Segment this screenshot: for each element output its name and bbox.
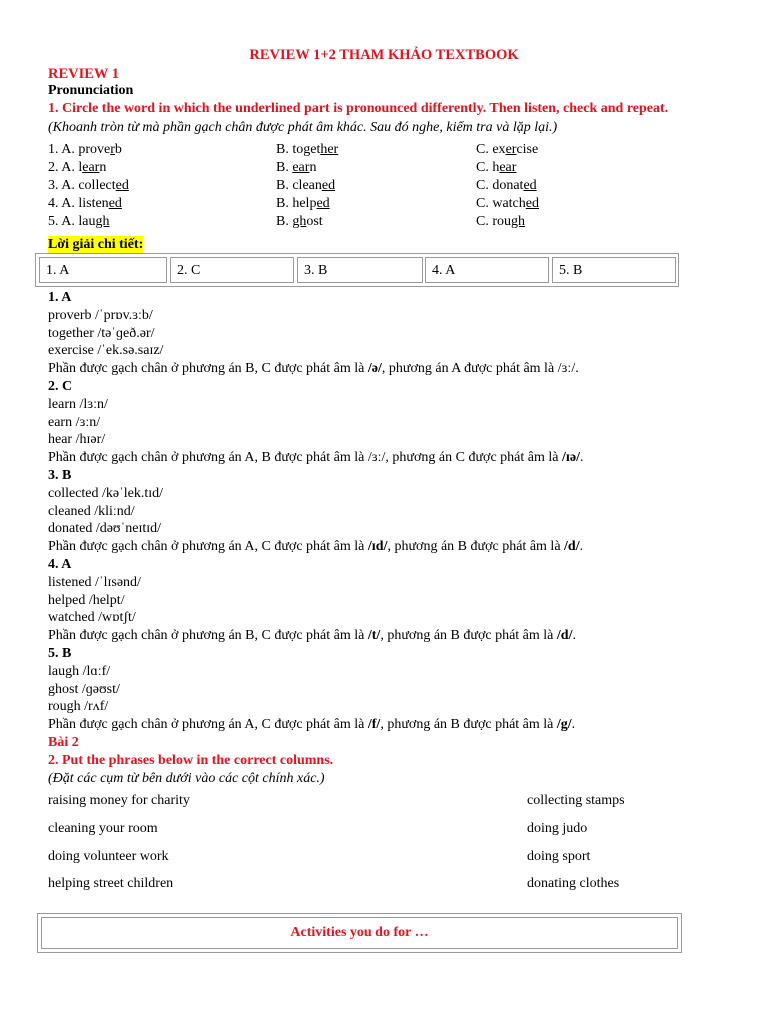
- underlined-part: ed: [316, 196, 330, 211]
- option-text: B.: [276, 178, 293, 193]
- phrase-right: doing judo: [527, 821, 588, 836]
- ipa-line: listened /ˈlɪsənd/: [48, 575, 141, 590]
- ipa-line: donated /dəʊˈneɪtɪd/: [48, 521, 162, 536]
- summary-text: Phần được gạch chân ở phương án A, B được phát âm là /ɜː/, phương án C được phát âm là: [48, 450, 562, 465]
- underlined-part: ed: [108, 196, 122, 211]
- explanation-summary: [48, 538, 583, 556]
- option-text: b: [114, 142, 122, 157]
- underlined-part: her: [320, 142, 339, 157]
- answer-cell: 5. B: [552, 257, 676, 283]
- summary-text: .: [579, 539, 584, 554]
- ipa-symbol: /t/: [367, 628, 381, 643]
- option-text: n: [99, 160, 107, 175]
- explanation-summary: [48, 360, 579, 378]
- option-text: B.: [276, 160, 293, 175]
- answer-label: Lời giải chi tiết:: [48, 237, 144, 252]
- explanation-summary: [48, 716, 575, 734]
- option-word: [476, 141, 538, 159]
- option-text: C.: [476, 196, 493, 211]
- option-text: prove: [78, 142, 111, 157]
- phrase-left: raising money for charity: [48, 793, 190, 808]
- option-text: watch: [492, 196, 526, 211]
- option-word: [48, 159, 106, 177]
- answer-cell: 1. A: [39, 257, 167, 283]
- summary-text: .: [572, 628, 576, 643]
- phrase-left: doing volunteer work: [48, 849, 169, 864]
- bai2-heading: Bài 2: [48, 735, 79, 750]
- bai2-instruction: 2. Put the phrases below in the correct columns.: [48, 753, 334, 768]
- option-word: [276, 213, 323, 231]
- option-text: B.: [276, 214, 293, 229]
- underlined-part: gh: [95, 214, 110, 229]
- option-text: ost: [306, 214, 323, 229]
- ipa-symbol: /f/: [367, 717, 381, 732]
- ipa-line: watched /wɒtʃt/: [48, 610, 136, 625]
- summary-text: , phương án B được phát âm là: [387, 539, 565, 554]
- summary-text: , phương án B được phát âm là: [380, 717, 557, 732]
- bai2-translation: (Đặt các cụm từ bên dưới vào các cột chính xác.): [48, 771, 325, 786]
- option-word: [48, 195, 122, 213]
- option-text: 2. A.: [48, 160, 79, 175]
- ipa-line: rough /rʌf/: [48, 699, 109, 714]
- underlined-part: ed: [525, 196, 539, 211]
- option-word: [48, 177, 129, 195]
- q1-instruction: 1. Circle the word in which the underlined part is pronounced differently. Then listen, check and repeat.: [48, 101, 669, 116]
- answer-cell: 4. A: [425, 257, 549, 283]
- option-text: C.: [476, 214, 493, 229]
- option-word: [476, 195, 539, 213]
- summary-text: Phần được gạch chân ở phương án A, C được phát âm là: [48, 717, 368, 732]
- phrase-right: doing sport: [527, 849, 591, 864]
- ipa-line: cleaned /kliːnd/: [48, 504, 135, 519]
- ipa-line: laugh /lɑːf/: [48, 664, 111, 679]
- option-text: help: [292, 196, 317, 211]
- summary-text: , phương án B được phát âm là: [380, 628, 557, 643]
- ipa-symbol: /g/: [556, 717, 572, 732]
- ipa-line: earn /ɜːn/: [48, 415, 101, 430]
- option-word: [48, 213, 109, 231]
- phrase-right: donating clothes: [527, 876, 620, 891]
- summary-text: Phần được gạch chân ở phương án B, C được phát âm là: [48, 628, 368, 643]
- underlined-part: ear: [82, 160, 100, 175]
- explanation-heading: 1. A: [48, 290, 72, 305]
- underlined-part: ear: [292, 160, 310, 175]
- option-text: 4. A.: [48, 196, 79, 211]
- option-word: [48, 141, 122, 159]
- answer-cell: 3. B: [297, 257, 423, 283]
- underlined-part: gh: [511, 214, 526, 229]
- ipa-symbol: /d/: [556, 628, 573, 643]
- summary-text: Phần được gạch chân ở phương án A, C được phát âm là: [48, 539, 368, 554]
- option-word: [276, 159, 316, 177]
- review-heading: REVIEW 1: [48, 66, 120, 82]
- option-text: clean: [292, 178, 322, 193]
- option-text: ex: [492, 142, 506, 157]
- explanation-heading: 3. B: [48, 468, 72, 483]
- answer-cell: 2. C: [170, 257, 294, 283]
- ipa-symbol: /ɪə/: [561, 450, 580, 465]
- option-text: cise: [516, 142, 539, 157]
- phrase-left: cleaning your room: [48, 821, 158, 836]
- option-text: C.: [476, 160, 493, 175]
- explanation-summary: [48, 449, 584, 467]
- ipa-line: helped /helpt/: [48, 593, 125, 608]
- option-word: [476, 177, 537, 195]
- ipa-line: exercise /ˈek.sə.saɪz/: [48, 343, 164, 358]
- summary-text: .: [580, 450, 584, 465]
- ipa-line: together /təˈɡeð.ər/: [48, 326, 155, 341]
- option-text: donat: [492, 178, 524, 193]
- summary-text: , phương án A được phát âm là /ɜː/.: [381, 361, 579, 376]
- option-text: collect: [78, 178, 116, 193]
- ipa-symbol: /d/: [564, 539, 580, 554]
- answer-table: [35, 253, 679, 287]
- option-text: l: [78, 160, 83, 175]
- ipa-line: ghost /ɡəʊst/: [48, 682, 120, 697]
- option-text: 3. A.: [48, 178, 79, 193]
- option-text: C.: [476, 142, 493, 157]
- underlined-part: ed: [115, 178, 129, 193]
- option-word: [476, 159, 516, 177]
- option-text: lau: [78, 214, 96, 229]
- option-word: [476, 213, 525, 231]
- option-text: h: [492, 160, 500, 175]
- ipa-line: learn /lɜːn/: [48, 397, 108, 412]
- summary-text: .: [571, 717, 576, 732]
- option-text: rou: [492, 214, 512, 229]
- option-word: [276, 141, 338, 159]
- explanation-heading: 2. C: [48, 379, 73, 394]
- option-text: B.: [276, 142, 293, 157]
- activities-table-header: Activities you do for …: [41, 917, 678, 949]
- page-title: REVIEW 1+2 THAM KHẢO TEXTBOOK: [249, 47, 519, 63]
- summary-text: Phần được gạch chân ở phương án B, C được phát âm là: [48, 361, 368, 376]
- option-text: 1. A.: [48, 142, 79, 157]
- option-text: B.: [276, 196, 293, 211]
- option-text: C.: [476, 178, 493, 193]
- explanation-heading: 5. B: [48, 646, 72, 661]
- underlined-part: ed: [523, 178, 537, 193]
- ipa-line: collected /kəˈlek.tɪd/: [48, 486, 164, 501]
- phrase-right: collecting stamps: [527, 793, 625, 808]
- ipa-symbol: /ə/: [367, 361, 382, 376]
- q1-translation: (Khoanh tròn từ mà phần gạch chân được phát âm khác. Sau đó nghe, kiểm tra và lặp lại.): [48, 120, 558, 135]
- underlined-part: ed: [321, 178, 336, 193]
- underlined-part: ear: [499, 160, 517, 175]
- option-text: 5. A.: [48, 214, 79, 229]
- option-word: [276, 177, 335, 195]
- ipa-line: hear /hɪər/: [48, 432, 106, 447]
- underlined-part: r: [110, 142, 115, 157]
- ipa-symbol: /ɪd/: [367, 539, 388, 554]
- ipa-line: proverb /ˈprɒv.ɜːb/: [48, 308, 153, 323]
- activities-table: [37, 913, 682, 953]
- option-word: [276, 195, 330, 213]
- underlined-part: gh: [292, 214, 307, 229]
- explanation-heading: 4. A: [48, 557, 72, 572]
- option-text: n: [309, 160, 317, 175]
- section-heading: Pronunciation: [48, 83, 134, 98]
- explanation-summary: [48, 627, 576, 645]
- option-text: listen: [78, 196, 109, 211]
- option-text: toget: [292, 142, 321, 157]
- underlined-part: er: [505, 142, 517, 157]
- phrase-left: helping street children: [48, 876, 174, 891]
